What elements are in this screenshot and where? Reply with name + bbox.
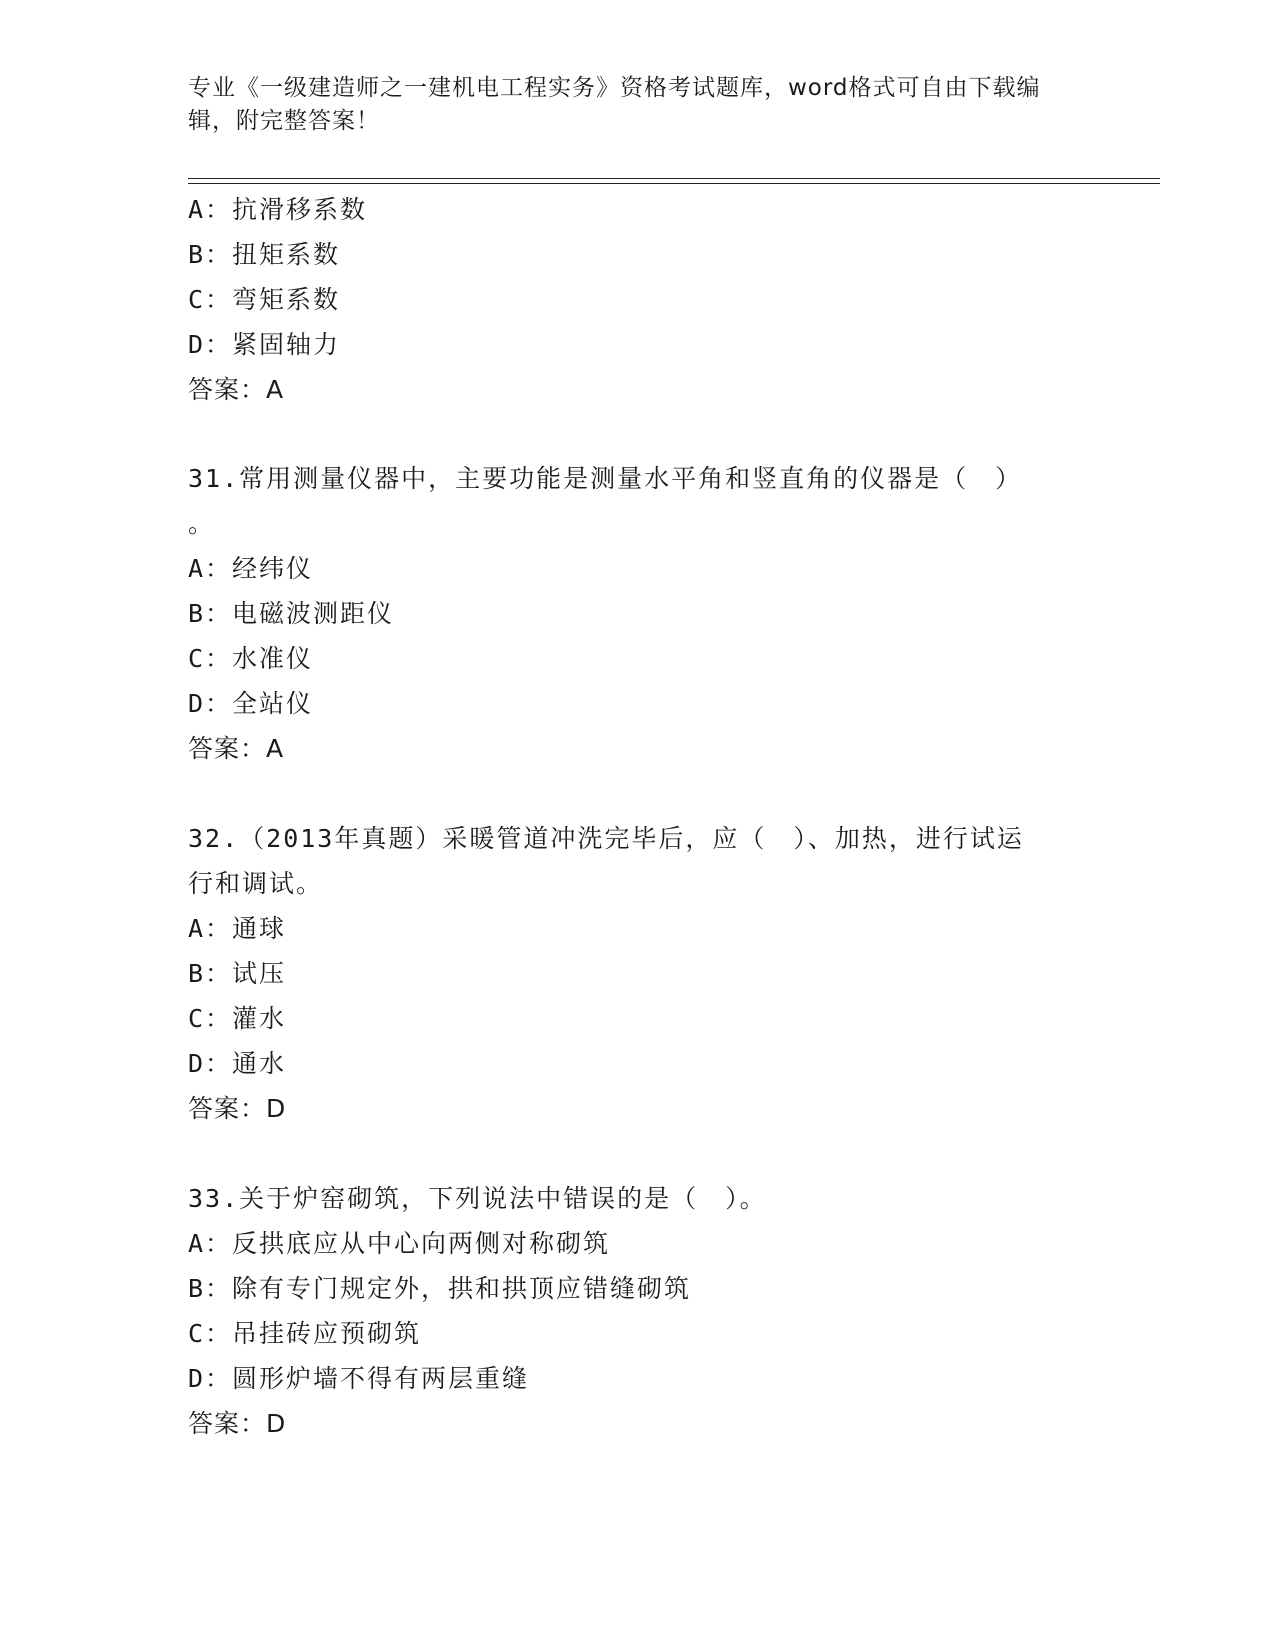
option-b [188, 957, 286, 991]
option-text: 全站仪 [232, 689, 314, 718]
option-text: 反拱底应从中心向两侧对称砌筑 [232, 1229, 611, 1258]
option-text: 紧固轴力 [232, 330, 341, 359]
option-b [188, 597, 394, 631]
option-c [188, 1002, 286, 1036]
answer-line: 答案：A [188, 734, 285, 763]
option-letter: B： [188, 959, 233, 988]
option-text: 水准仪 [232, 644, 314, 673]
option-b [188, 1272, 691, 1306]
option-letter: A： [188, 195, 233, 224]
header-line-1: 专业《一级建造师之一建机电工程实务》资格考试题库，word格式可自由下载编 [188, 75, 1041, 101]
question-31-stem: 31.常用测量仪器中，主要功能是测量水平角和竖直角的仪器是（ ） [188, 464, 1023, 493]
answer-line: 答案：A [188, 375, 285, 404]
question-33-stem: 33.关于炉窑砌筑，下列说法中错误的是（ ）。 [188, 1184, 767, 1213]
answer-line: 答案：D [188, 1409, 287, 1438]
option-text: 吊挂砖应预砌筑 [232, 1319, 422, 1348]
option-text: 扭矩系数 [232, 240, 341, 269]
option-a [188, 912, 286, 946]
option-letter: D： [188, 330, 233, 359]
option-a [188, 552, 313, 586]
option-text: 试压 [232, 959, 287, 988]
answer-line: 答案：D [188, 1094, 287, 1123]
question-32-stem: 32.（2013年真题）采暖管道冲洗完毕后，应（ ）、加热，进行试运 [188, 824, 1024, 853]
option-letter: D： [188, 1049, 233, 1078]
option-c [188, 283, 340, 317]
option-text: 抗滑移系数 [232, 195, 368, 224]
option-text: 电磁波测距仪 [232, 599, 395, 628]
option-d [188, 1362, 529, 1396]
option-letter: A： [188, 1229, 233, 1258]
header-rule-bottom [188, 183, 1160, 184]
question-31-stem-cont: 。 [188, 509, 216, 538]
option-letter: D： [188, 689, 233, 718]
option-letter: C： [188, 285, 233, 314]
option-text: 圆形炉墙不得有两层重缝 [232, 1364, 530, 1393]
header-rule-top [188, 178, 1160, 179]
option-letter: C： [188, 1319, 233, 1348]
option-a [188, 1227, 610, 1261]
option-letter: A： [188, 914, 233, 943]
question-32-stem-cont: 行和调试。 [188, 869, 324, 898]
option-letter: B： [188, 240, 233, 269]
option-c [188, 1317, 421, 1351]
option-b [188, 238, 340, 272]
option-letter: C： [188, 1004, 233, 1033]
option-a [188, 193, 367, 227]
option-letter: D： [188, 1364, 233, 1393]
header-line-2: 辑，附完整答案！ [188, 108, 380, 134]
option-text: 弯矩系数 [232, 285, 341, 314]
option-text: 灌水 [232, 1004, 287, 1033]
page-header [188, 72, 1088, 138]
option-letter: B： [188, 1274, 233, 1303]
option-c [188, 642, 313, 676]
option-text: 除有专门规定外，拱和拱顶应错缝砌筑 [232, 1274, 692, 1303]
option-d [188, 687, 313, 721]
option-letter: A： [188, 554, 233, 583]
option-text: 经纬仪 [232, 554, 314, 583]
option-d [188, 328, 340, 362]
option-text: 通水 [232, 1049, 287, 1078]
option-letter: C： [188, 644, 233, 673]
option-letter: B： [188, 599, 233, 628]
option-text: 通球 [232, 914, 287, 943]
option-d [188, 1047, 286, 1081]
